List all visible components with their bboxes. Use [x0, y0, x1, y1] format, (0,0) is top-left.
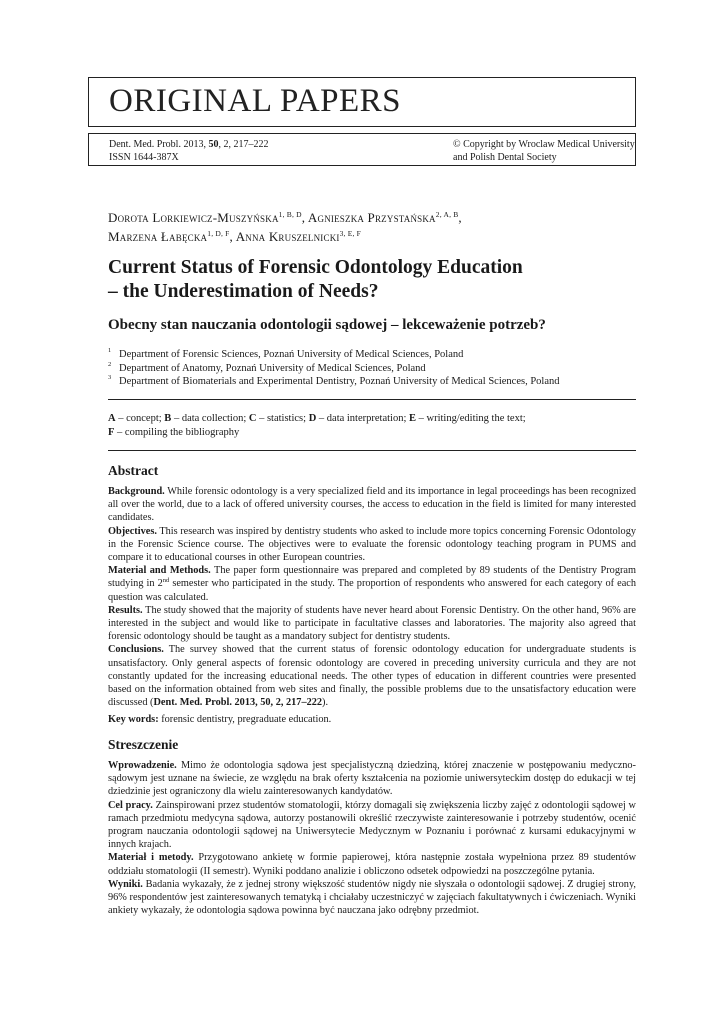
keywords: Key words: forensic dentistry, pregraduate education. — [108, 714, 332, 725]
author-affiliation-marks: 2, A, B — [435, 210, 459, 219]
abstract-conclusions: Conclusions. The survey showed that the current status of forensic odontology education for undergraduate students is unsatisfactory. Only general aspects of forensic odontology are covered in preceding university curricula and they are not constantly updated for the increasing educational needs. The other types of education in different countries were presented based on the information obtained from web sites and finally, the possible problems due to the unsatisfactory education were discussed (Dent. Med. Probl. 2013, 50, 2, 217–222). — [108, 644, 636, 709]
journal-issn: ISSN 1644-387X — [109, 152, 179, 163]
streszczenie-heading: Streszczenie — [108, 737, 179, 752]
abstract-body — [108, 485, 636, 709]
abstract-heading: Abstract — [108, 463, 159, 478]
contribution-legend: A – concept; B – data collection; C – statistics; D – data interpretation; E – writing/editing the text; F – compiling the bibliography — [108, 413, 526, 438]
copyright-block — [453, 138, 635, 164]
author-affiliation-marks: 1, D, F — [207, 229, 230, 238]
streszczenie-body — [108, 759, 636, 917]
affiliation-item: 1 Department of Forensic Sciences, Poznań University of Medical Sciences, Poland — [108, 347, 464, 360]
author-name: Marzena Łabęcka — [108, 229, 208, 244]
section-banner — [88, 77, 636, 127]
streszczenie-cel: Cel pracy. Zainspirowani przez studentów stomatologii, którzy domagali się zwiększenia liczby zajęć z odontologii sądowej w ramach przedmiotu medycyna sądowa, autorzy postanowili określić rzeczywiste zainteresowanie i potrzeby studentów, ocenić program nauczania odontologii sądowej na Uniwersytecie Medycznym w Poznaniu i porównać z kursami edukacyjnymi w innych krajach. — [108, 799, 636, 851]
journal-info-box — [88, 133, 636, 166]
affiliation-list — [108, 348, 638, 389]
streszczenie-material: Materiał i metody. Przygotowano ankietę w formie papierowej, która następnie została wypełniona przez 89 studentów oddziału stomatologii (II semestr). Wyniki poddano analizie i obliczono odsetek odpowiedzi na poszczególne pytania. — [108, 852, 637, 877]
section-title: ORIGINAL PAPERS — [109, 83, 402, 119]
affiliation-item: 3 Department of Biomaterials and Experimental Dentistry, Poznań University of Medical Sciences, Poland — [108, 374, 560, 387]
divider-line — [108, 399, 636, 400]
abstract-background: Background. While forensic odontology is a very specialized field and its importance in legal proceedings has been recognized all over the world, due to a lack of offered university courses, the access to education in the field is limited for many interested candidates. — [108, 486, 636, 524]
author-name: Anna Kruszelnicki — [235, 229, 340, 244]
abstract-methods: Material and Methods. The paper form questionnaire was prepared and completed by 89 students of the Dentistry Program studying in 2nd semester who participated in the study. The proportion of respondents who answered for each category of each question was calculated. — [108, 565, 636, 603]
author-name: Agnieszka Przystańska — [307, 210, 436, 225]
streszczenie-wyniki: Wyniki. Badania wykazały, że z jednej strony większość studentów nigdy nie słyszała o odontologii sądowej. Z drugiej strony, 96% respondentów jest zainteresowanych tematyką i chciałaby uczestniczyć w zajęciach fakultatywnych i ćwiczeniach. Wyniki ankiety wykazały, że odontologia sądowa powinna być nauczana jako odrębny przedmiot. — [108, 878, 636, 917]
journal-volume: 50 — [208, 139, 219, 150]
article-title-polish: Obecny stan nauczania odontologii sądowej – lekceważenie potrzeb? — [108, 317, 546, 333]
article-title-english: Current Status of Forensic Odontology Education – the Underestimation of Needs? — [108, 257, 523, 302]
journal-citation-block — [109, 138, 268, 164]
author-affiliation-marks: 3, E, F — [339, 229, 362, 238]
author-line: Dorota Lorkiewicz-Muszyńska$^{1, B, D}$, Agnieszka Przystańska$^{2, A, B}$, — [108, 210, 462, 225]
author-line: Marzena Łabęcka$^{1, D, F}$, Anna Kruszelnicki$^{3, E, F}$ — [108, 229, 362, 244]
divider-line — [108, 450, 636, 451]
abstract-objectives: Objectives. This research was inspired by dentistry students who asked to include more topics concerning Forensic Odontology in the Forensic Science course. The objectives were to evaluate the forensic odontology teaching program in PUMS and compare it to educational courses in other European countries. — [108, 525, 636, 564]
author-list — [108, 208, 628, 246]
affiliation-item: 2 Department of Anatomy, Poznań University of Medical Sciences, Poland — [108, 360, 426, 374]
abstract-results: Results. The study showed that the majority of students have never heard about Forensic Dentistry. On the other hand, 96% are interested in the subject and would like to participate in facultative classes and laboratories. The majority also agreed that forensic odontology should be taught as a mandatory subject for dentistry students. — [108, 604, 636, 643]
copyright-line: © Copyright by Wroclaw Medical University — [453, 139, 635, 150]
author-affiliation-marks: 1, B, D — [278, 210, 302, 219]
journal-citation: Dent. Med. Probl. 2013, 50, 2, 217–222 — [109, 139, 269, 150]
copyright-line: and Polish Dental Society — [453, 152, 557, 163]
streszczenie-wprowadzenie: Wprowadzenie. Mimo że odontologia sądowa jest specjalistyczną dziedziną, której znaczenie w postępowaniu medyczno-sądowym jest uznane na świecie, ze względu na brak oferty kształcenia na poziomie uniwersyteckim dostęp do edukacji w tej dziedzinie jest ograniczony dla wielu zainteresowanych kandydatów. — [108, 760, 636, 798]
author-name: Dorota Lorkiewicz-Muszyńska — [108, 210, 279, 225]
